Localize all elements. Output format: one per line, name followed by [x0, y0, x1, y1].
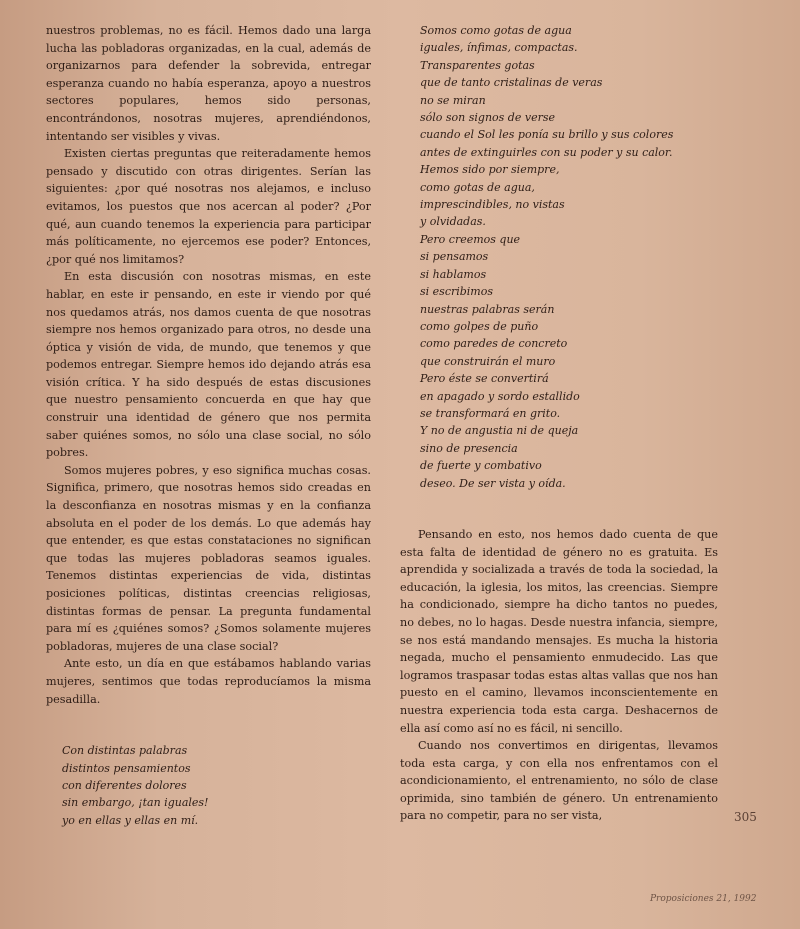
poem-line: deseo. De ser vista y oída. [420, 476, 566, 490]
paragraph: Cuando nos convertimos en dirigentas, llevamos toda esta carga, y con ella nos enfrentamos con el acondicionamiento, el entrenamiento, no sólo de clase oprimida, sino también de género. Un entrenamiento para no competir, para no ser vista, [400, 739, 718, 823]
poem-line: sino de presencia [420, 441, 518, 455]
poem-line: Pero creemos que [420, 232, 521, 246]
poem-line: de fuerte y combativo [420, 459, 542, 473]
poem-line: si pensamos [420, 250, 489, 264]
paragraph: Pensando en esto, nos hemos dado cuenta de que esta falta de identidad de género no es gratuita. Es aprendida y socializada a través de toda la sociedad, la educación, la iglesia, los mitos, las creencias. Siempre ha condicionado, siempre ha dicho tantos no puedes, no debes, no lo hagas. Desde nuestra infancia, siempre, se nos está mandando mensajes. Es mucha la historia negada, mucho el pensamiento enmudecido. Las que logramos traspasar todas estas altas vallas que nos han puesto en el camino, llevamos inconscientemente en nuestra experiencia toda esta carga. Deshacernos de ella así como así no es fácil, ni sencillo. [400, 527, 718, 735]
left-prose [46, 22, 371, 708]
poem-line: imprescindibles, no vistas [420, 198, 565, 212]
poem-line: antes de extinguirles con su poder y su calor. [420, 145, 673, 159]
poem-line: cuando el Sol les ponía su brillo y sus colores [420, 128, 674, 142]
poem-line: que de tanto cristalinas de veras [420, 76, 603, 90]
poem-line: Y no de angustia ni de queja [420, 424, 579, 438]
left-column [46, 22, 371, 829]
poem-line: sin embargo, ¡tan iguales! [62, 796, 209, 810]
right-poem [420, 22, 718, 492]
paragraph: Existen ciertas preguntas que reiteradamente hemos pensado y discutido con otras dirigentes. Serían las siguientes: ¿por qué nosotras nos alejamos, e incluso evitamos, los puestos que nos acercan al poder? ¿Por qué, aun cuando tenemos la experiencia para participar más políticamente, no ejercemos ese poder? Entonces, ¿por qué nos limitamos? [46, 147, 371, 266]
poem-line: se transformará en grito. [420, 406, 561, 420]
poem-line: distintos pensamientos [62, 761, 191, 775]
poem-line: y olvidadas. [420, 215, 486, 229]
page-number: 305 [734, 810, 757, 824]
footer-credit: Proposiciones 21, 1992 [650, 894, 757, 904]
poem-line: Somos como gotas de agua [420, 24, 572, 37]
paragraph: Ante esto, un día en que estábamos hablando varias mujeres, sentimos que todas reproducíamos la misma pesadilla. [46, 657, 371, 706]
poem-line: yo en ellas y ellas en mí. [62, 813, 199, 827]
poem-line: como gotas de agua, [420, 180, 535, 194]
poem-line: con diferentes dolores [62, 778, 187, 792]
poem-line: nuestras palabras serán [420, 302, 555, 316]
poem-line: que construirán el muro [420, 354, 556, 368]
poem-line: Hemos sido por siempre, [420, 163, 560, 177]
poem-line: como golpes de puño [420, 319, 539, 333]
poem-line: como paredes de concreto [420, 337, 568, 351]
left-poem [46, 742, 371, 829]
right-column [400, 22, 718, 825]
paragraph: Somos mujeres pobres, y eso significa muchas cosas. Significa, primero, que nosotras hemos sido creadas en la desconfianza en nosotras mismas y en la confianza absoluta en el poder de los demás. Lo que además hay que entender, es que estas constataciones no significan que todas las mujeres pobladoras seamos iguales. Tenemos distintas experiencias de vida, distintas posiciones políticas, distintas creencias religiosas, distintas formas de pensar. La pregunta fundamental para mí es ¿quiénes somos? ¿Somos solamente mujeres pobladoras, mujeres de una clase social? [46, 463, 371, 653]
poem-line: no se miran [420, 93, 486, 107]
paragraph: En esta discusión con nosotras mismas, en este hablar, en este ir pensando, en este ir viendo por qué nos quedamos atrás, nos damos cuenta de que nosotras siempre nos hemos organizado para otros, no desde una óptica y visión de vida, de mundo, que tenemos y que podemos entregar. Siempre hemos ido dejando atrás esa visión crítica. Y ha sido después de estas discusiones que nuestro pensamiento concuerda en que hay que construir una identidad de género que nos permita saber quiénes somos, no sólo una clase social, no sólo pobres. [46, 270, 371, 460]
poem-line: sólo son signos de verse [420, 111, 555, 125]
poem-line: en apagado y sordo estallido [420, 389, 580, 403]
right-prose [400, 526, 718, 825]
poem-line: si escribimos [420, 285, 494, 299]
paragraph: nuestros problemas, no es fácil. Hemos dado una larga lucha las pobladoras organizadas, en la cual, además de organizarnos para defender la sobrevida, entregar esperanza cuando no había esperanza, apoyo a nuestros sectores populares, hemos sido personas, encontrándonos, nosotras mujeres, aprendiéndonos, intentando ser visibles y vivas. [46, 24, 371, 143]
poem-line: Transparentes gotas [420, 58, 535, 72]
poem-line: iguales, ínfimas, compactas. [420, 41, 578, 55]
poem-line: Pero éste se convertirá [420, 372, 549, 386]
poem-line: Con distintas palabras [62, 744, 188, 758]
poem-line: si hablamos [420, 267, 487, 281]
